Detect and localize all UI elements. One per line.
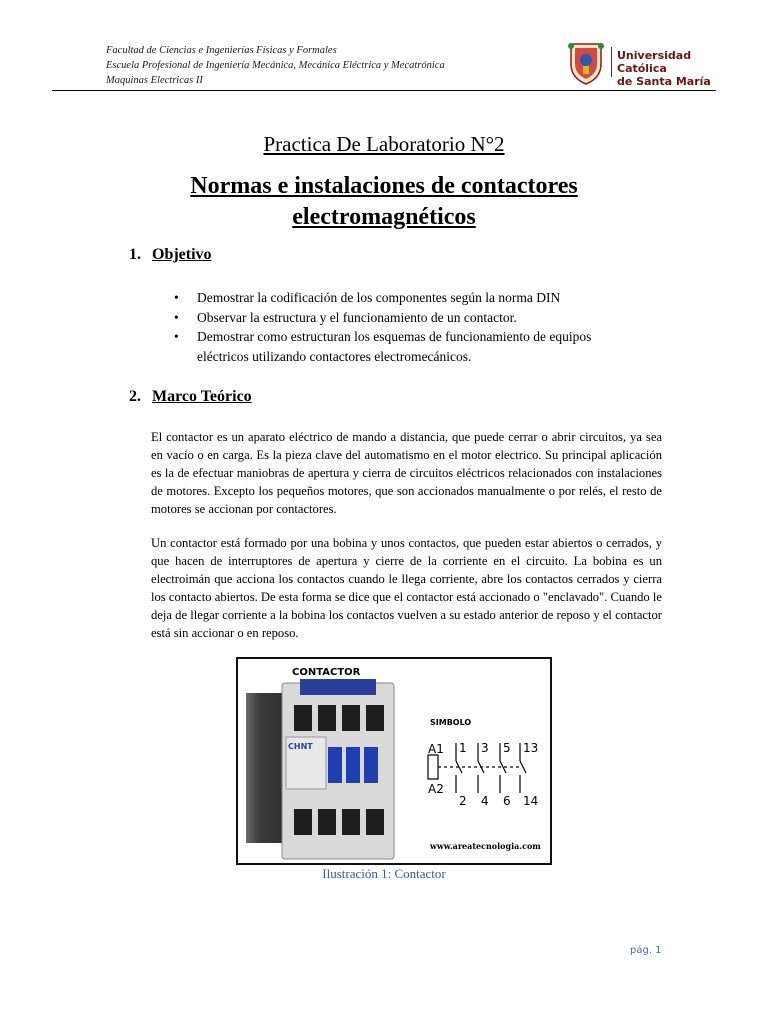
website-label: www.areatecnologia.com <box>430 841 541 851</box>
list-item: • Observar la estructura y el funcionamiento de un contactor. <box>174 308 644 328</box>
objective-list <box>174 288 644 366</box>
contactor-label: CONTACTOR <box>292 667 361 678</box>
coil-a1-label: A1 <box>428 742 444 756</box>
terminal-label: 2 <box>459 794 467 808</box>
header-divider <box>52 90 716 91</box>
terminal-label: 13 <box>523 741 539 755</box>
terminal-label: 1 <box>459 741 467 755</box>
list-item: • Demostrar como estructuran los esquemas de funcionamiento de equipos eléctricos utilizando contactores electromecánicos. <box>174 327 644 366</box>
header-school: Escuela Profesional de Ingeniería Mecánica, Mecánica Eléctrica y Mecatrónica <box>106 60 445 71</box>
section-heading-objetivo: 1. Objetivo <box>129 246 212 263</box>
symbol-labels <box>428 741 538 808</box>
list-item: • Demostrar la codificación de los componentes según la norma DIN <box>174 288 644 308</box>
brand-label: CHNT <box>288 742 313 751</box>
actuator-blocks <box>328 747 378 783</box>
terminal-label: 3 <box>481 741 489 755</box>
university-name: Universidad Católica de Santa María <box>617 49 711 88</box>
terminal-label: 14 <box>523 794 539 808</box>
paragraph: El contactor es un aparato eléctrico de mando a distancia, que puede cerrar o abrir circuitos, ya sea en vacío o en carga. Es la pieza clave del automatismo en el motor electrico. Su principal aplicación es la de efectuar maniobras de apertura y cierra de circuitos eléctricos relacionados con instalaciones de motores. Excepto los pequeños motores, que son accionados manualmente o por relés, el resto de motores se accionan por contactores. <box>151 430 662 516</box>
main-title: Normas e instalaciones de contactores electromagnéticos <box>190 173 578 230</box>
university-logo <box>565 40 725 86</box>
logo-separator <box>611 47 612 77</box>
terminal-label: 6 <box>503 794 511 808</box>
simbolo-label: SIMBOLO <box>430 718 472 727</box>
paragraph: Un contactor está formado por una bobina y unos contactos, que pueden estar abiertos o cerrados, y que hacen de interruptores de apertura y cierre de la corriente en el circuito. La bobina es un electroimán que acciona los contactos cuando le llega corriente, abre los contactos cerrados y cierra los contacto abiertos. De esta forma se dice que el contactor está accionado o "enclavado". Cuando le deja de llegar corriente a la bobina los contactos vuelven a su estado anterior de reposo y el contactor está sin accionar o en reposo. <box>151 536 662 640</box>
university-crest-icon <box>565 40 607 86</box>
header-course: Maquinas Electricas II <box>106 75 203 86</box>
document-header <box>106 43 546 88</box>
terminal-label: 5 <box>503 741 511 755</box>
top-cover <box>300 679 376 695</box>
coil-a2-label: A2 <box>428 782 444 796</box>
terminal-label: 4 <box>481 794 489 808</box>
contactor-figure-graphic <box>238 659 550 863</box>
header-faculty: Facultad de Ciencias e Ingenierías Físicas y Formales <box>106 45 337 56</box>
page-number: pág. 1 <box>630 945 662 956</box>
practice-title: Practica De Laboratorio N°2 <box>263 132 505 156</box>
contactor-illustration <box>236 657 552 865</box>
figure-caption: Ilustración 1: Contactor <box>322 866 446 881</box>
section-heading-marco-teorico: 2. Marco Teórico <box>129 388 252 405</box>
